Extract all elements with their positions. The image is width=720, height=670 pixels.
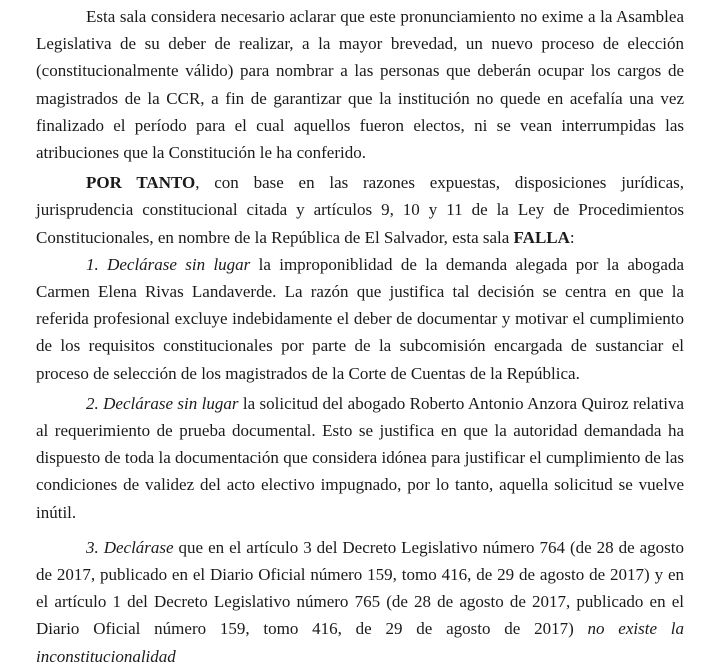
ruling-number: 3. Declárase	[86, 537, 174, 557]
por-tanto-heading: POR TANTO	[86, 173, 196, 193]
paragraph-text: que en el artículo 3 del Decreto Legislativo número 764 (de 28 de agosto de 2017, publicado en el Diario Oficial número 159, tomo 416, de 29 de agosto de 2017) y en el artículo 1 del Decreto Legislativo número 765 (de 28 de agosto de 2017, publicado en el Diario Oficial número 159, tomo 416, de 29 de agosto de 2017)	[36, 537, 684, 639]
paragraph-text: la improponiblidad de la demanda alegada por la abogada Carmen Elena Rivas Landaverde. La razón que justifica tal decisión se centra en que la referida profesional excluye indebidamente el deber de documentar y motivar el cumplimiento de los requisitos constitucionales por parte de la subcomisión encargada de sustanciar el proceso de selección de los magistrados de la Corte de Cuentas de la República.	[36, 254, 684, 383]
ruling-item-3	[36, 534, 684, 670]
paragraph-por-tanto	[36, 169, 684, 251]
ruling-number: 1. Declárase sin lugar	[86, 254, 251, 274]
paragraph-acclaration	[36, 3, 684, 166]
ruling-item-2	[36, 390, 684, 526]
ruling-item-1	[36, 251, 684, 387]
paragraph-italic-tail: no existe la inconstitucionalidad	[36, 619, 685, 666]
falla-keyword: FALLA	[513, 227, 570, 247]
paragraph-text: :	[569, 227, 575, 247]
paragraph-text: Esta sala considera necesario aclarar que este pronunciamiento no exime a la Asamblea Legislativa de su deber de realizar, a la mayor brevedad, un nuevo proceso de elección (constitucionalmente válido) para nombrar a las personas que deberán ocupar los cargos de magistrados de la CCR, a fin de garantizar que la institución no quede en acefalía una vez finalizado el período para el cual aquellos fueron electos, ni se vean interrumpidas las atribuciones que la Constitución le ha conferido.	[36, 7, 684, 163]
ruling-number: 2. Declárase sin lugar	[86, 393, 239, 413]
document-page	[36, 3, 684, 670]
paragraph-text: la solicitud del abogado Roberto Antonio Anzora Quiroz relativa al requerimiento de prueba documental. Esto se justifica en que la autoridad demandada ha dispuesto de toda la documentación que considera idónea para justificar el cumplimiento de las condiciones de validez del acto electivo impugnado, por lo tanto, aquella solicitud se vuelve inútil.	[36, 393, 685, 522]
paragraph-text: , con base en las razones expuestas, disposiciones jurídicas, jurisprudencia constitucional citada y artículos 9, 10 y 11 de la Ley de Procedimientos Constitucionales, en nombre de la República de El Salvador, esta sala	[36, 173, 684, 247]
